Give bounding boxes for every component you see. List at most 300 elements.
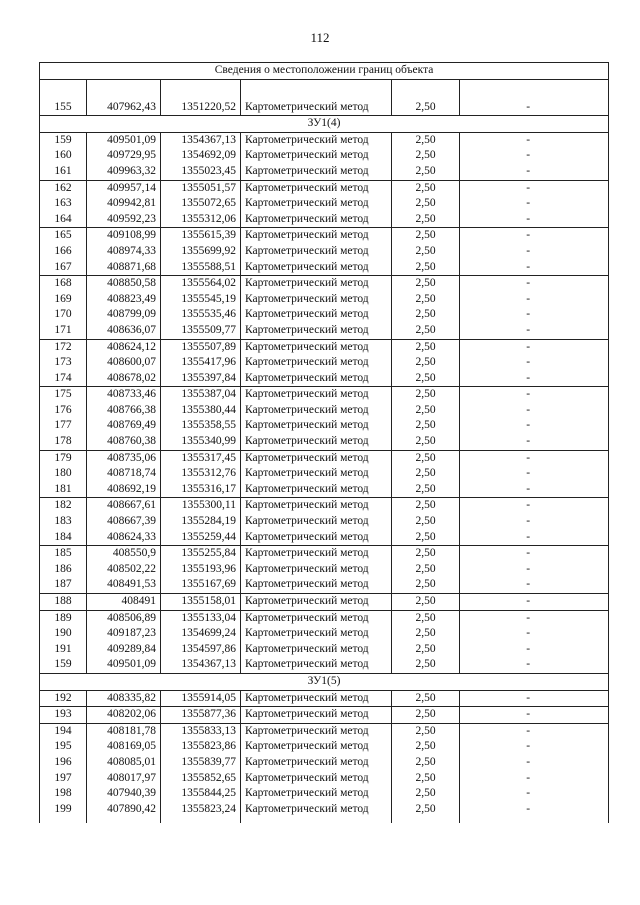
point-number-cell: 196: [40, 755, 87, 771]
method-cell: Картометрический метод: [241, 482, 392, 498]
table-row: [40, 148, 609, 164]
method-cell: Картометрический метод: [241, 642, 392, 658]
point-number-cell: 185: [40, 546, 87, 562]
point-number-cell: 178: [40, 434, 87, 450]
point-number-cell: 155: [40, 100, 87, 116]
coord-x-cell: 408491: [87, 594, 161, 611]
description-cell: -: [460, 771, 609, 787]
coord-y-cell: 1354699,24: [161, 626, 241, 642]
bottom-spacer-row: [40, 817, 609, 823]
point-number-cell: 172: [40, 339, 87, 355]
coord-x-cell: 409108,99: [87, 228, 161, 244]
method-cell: Картометрический метод: [241, 690, 392, 707]
coord-y-cell: 1355699,92: [161, 244, 241, 260]
coord-y-cell: 1355023,45: [161, 164, 241, 180]
point-number-cell: 167: [40, 260, 87, 276]
precision-cell: 2,50: [392, 339, 460, 355]
method-cell: Картометрический метод: [241, 546, 392, 562]
coord-y-cell: 1355312,06: [161, 212, 241, 228]
method-cell: Картометрический метод: [241, 450, 392, 466]
precision-cell: 2,50: [392, 514, 460, 530]
method-cell: Картометрический метод: [241, 132, 392, 148]
description-cell: -: [460, 244, 609, 260]
coord-y-cell: 1355284,19: [161, 514, 241, 530]
method-cell: Картометрический метод: [241, 292, 392, 308]
coord-x-cell: 408017,97: [87, 771, 161, 787]
precision-cell: 2,50: [392, 690, 460, 707]
description-cell: -: [460, 707, 609, 724]
point-number-cell: 192: [40, 690, 87, 707]
point-number-cell: 198: [40, 786, 87, 802]
precision-cell: 2,50: [392, 739, 460, 755]
point-number-cell: 165: [40, 228, 87, 244]
method-cell: Картометрический метод: [241, 418, 392, 434]
method-cell: Картометрический метод: [241, 196, 392, 212]
method-cell: Картометрический метод: [241, 771, 392, 787]
point-number-cell: 159: [40, 132, 87, 148]
precision-cell: 2,50: [392, 100, 460, 116]
precision-cell: 2,50: [392, 196, 460, 212]
precision-cell: 2,50: [392, 418, 460, 434]
coord-x-cell: 408667,61: [87, 498, 161, 514]
table-row: [40, 339, 609, 355]
table-row: [40, 323, 609, 339]
coord-y-cell: 1355255,84: [161, 546, 241, 562]
method-cell: Картометрический метод: [241, 148, 392, 164]
coord-x-cell: 408766,38: [87, 403, 161, 419]
description-cell: -: [460, 228, 609, 244]
coord-y-cell: 1355312,76: [161, 466, 241, 482]
coord-x-cell: 408871,68: [87, 260, 161, 276]
point-number-cell: 190: [40, 626, 87, 642]
precision-cell: 2,50: [392, 307, 460, 323]
description-cell: -: [460, 626, 609, 642]
coord-x-cell: 408181,78: [87, 723, 161, 739]
table-title: Сведения о местоположении границ объекта: [40, 63, 609, 80]
table-row: [40, 450, 609, 466]
precision-cell: 2,50: [392, 387, 460, 403]
point-number-cell: 189: [40, 610, 87, 626]
coord-y-cell: 1355387,04: [161, 387, 241, 403]
precision-cell: 2,50: [392, 180, 460, 196]
description-cell: -: [460, 755, 609, 771]
coord-x-cell: 409942,81: [87, 196, 161, 212]
table-row: [40, 642, 609, 658]
coord-x-cell: 408550,9: [87, 546, 161, 562]
point-number-cell: 173: [40, 355, 87, 371]
coord-x-cell: 409963,32: [87, 164, 161, 180]
description-cell: -: [460, 132, 609, 148]
coord-x-cell: 408760,38: [87, 434, 161, 450]
table-row: [40, 690, 609, 707]
table-row: [40, 802, 609, 818]
description-cell: -: [460, 148, 609, 164]
table-row: [40, 546, 609, 562]
coord-y-cell: 1355417,96: [161, 355, 241, 371]
point-number-cell: 162: [40, 180, 87, 196]
description-cell: -: [460, 786, 609, 802]
precision-cell: 2,50: [392, 450, 460, 466]
description-cell: -: [460, 260, 609, 276]
coord-y-cell: 1355839,77: [161, 755, 241, 771]
coord-x-cell: 408506,89: [87, 610, 161, 626]
precision-cell: 2,50: [392, 642, 460, 658]
point-number-cell: 187: [40, 577, 87, 593]
coord-y-cell: 1355564,02: [161, 276, 241, 292]
coord-x-cell: 408769,49: [87, 418, 161, 434]
table-row: [40, 228, 609, 244]
table-row: [40, 594, 609, 611]
coord-x-cell: 408202,06: [87, 707, 161, 724]
boundary-coordinates-table: [39, 62, 609, 823]
coord-y-cell: 1355358,55: [161, 418, 241, 434]
method-cell: Картометрический метод: [241, 466, 392, 482]
coord-y-cell: 1355316,17: [161, 482, 241, 498]
method-cell: Картометрический метод: [241, 100, 392, 116]
table-row: [40, 562, 609, 578]
precision-cell: 2,50: [392, 371, 460, 387]
table-row: [40, 723, 609, 739]
coord-x-cell: 408678,02: [87, 371, 161, 387]
method-cell: Картометрический метод: [241, 212, 392, 228]
precision-cell: 2,50: [392, 148, 460, 164]
method-cell: Картометрический метод: [241, 514, 392, 530]
coord-x-cell: 409289,84: [87, 642, 161, 658]
point-number-cell: 166: [40, 244, 87, 260]
point-number-cell: 168: [40, 276, 87, 292]
description-cell: -: [460, 739, 609, 755]
point-number-cell: 183: [40, 514, 87, 530]
description-cell: -: [460, 802, 609, 818]
description-cell: -: [460, 276, 609, 292]
coord-y-cell: 1354597,86: [161, 642, 241, 658]
table-title-row: [40, 63, 609, 80]
description-cell: -: [460, 450, 609, 466]
coord-x-cell: 408624,33: [87, 530, 161, 546]
table-row: [40, 292, 609, 308]
coord-x-cell: 408974,33: [87, 244, 161, 260]
precision-cell: 2,50: [392, 626, 460, 642]
coord-x-cell: 408850,58: [87, 276, 161, 292]
coord-x-cell: 409957,14: [87, 180, 161, 196]
point-number-cell: 179: [40, 450, 87, 466]
table-row: [40, 482, 609, 498]
precision-cell: 2,50: [392, 577, 460, 593]
precision-cell: 2,50: [392, 498, 460, 514]
method-cell: Картометрический метод: [241, 739, 392, 755]
method-cell: Картометрический метод: [241, 707, 392, 724]
table-row: [40, 657, 609, 673]
point-number-cell: 163: [40, 196, 87, 212]
point-number-cell: 177: [40, 418, 87, 434]
coord-y-cell: 1355877,36: [161, 707, 241, 724]
method-cell: Картометрический метод: [241, 180, 392, 196]
point-number-cell: 176: [40, 403, 87, 419]
table-row: [40, 786, 609, 802]
table-row: [40, 355, 609, 371]
table-row: [40, 434, 609, 450]
coord-y-cell: 1355507,89: [161, 339, 241, 355]
table-row: [40, 626, 609, 642]
precision-cell: 2,50: [392, 482, 460, 498]
description-cell: -: [460, 307, 609, 323]
point-number-cell: 199: [40, 802, 87, 818]
coord-x-cell: 408823,49: [87, 292, 161, 308]
coord-y-cell: 1355158,01: [161, 594, 241, 611]
coord-x-cell: 408491,53: [87, 577, 161, 593]
precision-cell: 2,50: [392, 786, 460, 802]
description-cell: -: [460, 562, 609, 578]
precision-cell: 2,50: [392, 164, 460, 180]
method-cell: Картометрический метод: [241, 657, 392, 673]
precision-cell: 2,50: [392, 292, 460, 308]
coord-y-cell: 1355051,57: [161, 180, 241, 196]
method-cell: Картометрический метод: [241, 802, 392, 818]
precision-cell: 2,50: [392, 132, 460, 148]
coord-y-cell: 1355259,44: [161, 530, 241, 546]
table-row: [40, 387, 609, 403]
table-row: [40, 132, 609, 148]
coord-y-cell: 1355535,46: [161, 307, 241, 323]
precision-cell: 2,50: [392, 562, 460, 578]
point-number-cell: 182: [40, 498, 87, 514]
description-cell: -: [460, 514, 609, 530]
table-row: [40, 371, 609, 387]
coord-y-cell: 1355823,24: [161, 802, 241, 818]
method-cell: Картометрический метод: [241, 339, 392, 355]
description-cell: -: [460, 530, 609, 546]
method-cell: Картометрический метод: [241, 610, 392, 626]
coord-y-cell: 1355167,69: [161, 577, 241, 593]
coord-x-cell: 408735,06: [87, 450, 161, 466]
precision-cell: 2,50: [392, 466, 460, 482]
precision-cell: 2,50: [392, 323, 460, 339]
precision-cell: 2,50: [392, 802, 460, 818]
description-cell: -: [460, 546, 609, 562]
description-cell: -: [460, 180, 609, 196]
coord-x-cell: 408667,39: [87, 514, 161, 530]
precision-cell: 2,50: [392, 212, 460, 228]
method-cell: Картометрический метод: [241, 577, 392, 593]
precision-cell: 2,50: [392, 771, 460, 787]
coord-y-cell: 1355509,77: [161, 323, 241, 339]
table-row: [40, 771, 609, 787]
table-row: [40, 707, 609, 724]
method-cell: Картометрический метод: [241, 323, 392, 339]
point-number-cell: 195: [40, 739, 87, 755]
table-row: [40, 530, 609, 546]
coord-y-cell: 1354367,13: [161, 657, 241, 673]
method-cell: Картометрический метод: [241, 498, 392, 514]
method-cell: Картометрический метод: [241, 228, 392, 244]
table-row: [40, 739, 609, 755]
coord-y-cell: 1355397,84: [161, 371, 241, 387]
table-row: [40, 164, 609, 180]
precision-cell: 2,50: [392, 755, 460, 771]
precision-cell: 2,50: [392, 723, 460, 739]
description-cell: -: [460, 323, 609, 339]
point-number-cell: 170: [40, 307, 87, 323]
coord-y-cell: 1355072,65: [161, 196, 241, 212]
table-row: [40, 100, 609, 116]
description-cell: -: [460, 657, 609, 673]
point-number-cell: 188: [40, 594, 87, 611]
method-cell: Картометрический метод: [241, 530, 392, 546]
table-row: [40, 196, 609, 212]
table-row: [40, 466, 609, 482]
table-row: [40, 498, 609, 514]
coord-y-cell: 1355852,65: [161, 771, 241, 787]
description-cell: -: [460, 403, 609, 419]
description-cell: -: [460, 387, 609, 403]
coord-y-cell: 1354692,09: [161, 148, 241, 164]
section-header-row: [40, 673, 609, 690]
precision-cell: 2,50: [392, 355, 460, 371]
section-header-row: [40, 116, 609, 133]
coord-y-cell: 1355914,05: [161, 690, 241, 707]
description-cell: -: [460, 434, 609, 450]
point-number-cell: 160: [40, 148, 87, 164]
method-cell: Картометрический метод: [241, 755, 392, 771]
section-title: ЗУ1(4): [40, 116, 609, 133]
coord-y-cell: 1355380,44: [161, 403, 241, 419]
description-cell: -: [460, 339, 609, 355]
method-cell: Картометрический метод: [241, 562, 392, 578]
description-cell: -: [460, 610, 609, 626]
table-row: [40, 610, 609, 626]
point-number-cell: 164: [40, 212, 87, 228]
table-body: [40, 63, 609, 824]
coord-y-cell: 1351220,52: [161, 100, 241, 116]
description-cell: -: [460, 371, 609, 387]
description-cell: -: [460, 164, 609, 180]
point-number-cell: 169: [40, 292, 87, 308]
method-cell: Картометрический метод: [241, 626, 392, 642]
coord-x-cell: 409501,09: [87, 132, 161, 148]
point-number-cell: 191: [40, 642, 87, 658]
method-cell: Картометрический метод: [241, 786, 392, 802]
description-cell: -: [460, 577, 609, 593]
coord-x-cell: 408600,07: [87, 355, 161, 371]
method-cell: Картометрический метод: [241, 355, 392, 371]
coord-y-cell: 1355317,45: [161, 450, 241, 466]
coord-x-cell: 408718,74: [87, 466, 161, 482]
description-cell: -: [460, 642, 609, 658]
point-number-cell: 174: [40, 371, 87, 387]
description-cell: -: [460, 196, 609, 212]
table-row: [40, 403, 609, 419]
precision-cell: 2,50: [392, 546, 460, 562]
description-cell: -: [460, 355, 609, 371]
table-row: [40, 180, 609, 196]
method-cell: Картометрический метод: [241, 371, 392, 387]
section-title: ЗУ1(5): [40, 673, 609, 690]
table-row: [40, 276, 609, 292]
coord-x-cell: 408733,46: [87, 387, 161, 403]
method-cell: Картометрический метод: [241, 723, 392, 739]
point-number-cell: 159: [40, 657, 87, 673]
precision-cell: 2,50: [392, 657, 460, 673]
coord-y-cell: 1355823,86: [161, 739, 241, 755]
table-row: [40, 418, 609, 434]
coord-x-cell: 408624,12: [87, 339, 161, 355]
precision-cell: 2,50: [392, 276, 460, 292]
coord-x-cell: 407890,42: [87, 802, 161, 818]
description-cell: -: [460, 498, 609, 514]
coord-y-cell: 1355300,11: [161, 498, 241, 514]
coord-y-cell: 1355340,99: [161, 434, 241, 450]
description-cell: -: [460, 482, 609, 498]
point-number-cell: 193: [40, 707, 87, 724]
coord-x-cell: 408502,22: [87, 562, 161, 578]
coord-x-cell: 409501,09: [87, 657, 161, 673]
coord-x-cell: 407940,39: [87, 786, 161, 802]
point-number-cell: 181: [40, 482, 87, 498]
coord-x-cell: 408169,05: [87, 739, 161, 755]
method-cell: Картометрический метод: [241, 164, 392, 180]
method-cell: Картометрический метод: [241, 387, 392, 403]
table-row: [40, 755, 609, 771]
coord-x-cell: 408636,07: [87, 323, 161, 339]
coord-x-cell: 408085,01: [87, 755, 161, 771]
point-number-cell: 171: [40, 323, 87, 339]
point-number-cell: 175: [40, 387, 87, 403]
table-row: [40, 260, 609, 276]
description-cell: -: [460, 100, 609, 116]
precision-cell: 2,50: [392, 228, 460, 244]
precision-cell: 2,50: [392, 260, 460, 276]
method-cell: Картометрический метод: [241, 244, 392, 260]
precision-cell: 2,50: [392, 610, 460, 626]
description-cell: -: [460, 723, 609, 739]
point-number-cell: 161: [40, 164, 87, 180]
precision-cell: 2,50: [392, 707, 460, 724]
description-cell: -: [460, 690, 609, 707]
table-row: [40, 244, 609, 260]
precision-cell: 2,50: [392, 594, 460, 611]
coord-x-cell: 409729,95: [87, 148, 161, 164]
coord-y-cell: 1355615,39: [161, 228, 241, 244]
page-number: 112: [310, 30, 330, 45]
point-number-cell: 194: [40, 723, 87, 739]
description-cell: -: [460, 418, 609, 434]
coord-x-cell: 408335,82: [87, 690, 161, 707]
description-cell: -: [460, 594, 609, 611]
coord-y-cell: 1355545,19: [161, 292, 241, 308]
coord-x-cell: 408799,09: [87, 307, 161, 323]
precision-cell: 2,50: [392, 403, 460, 419]
method-cell: Картометрический метод: [241, 307, 392, 323]
precision-cell: 2,50: [392, 434, 460, 450]
coord-y-cell: 1355133,04: [161, 610, 241, 626]
precision-cell: 2,50: [392, 244, 460, 260]
coord-y-cell: 1355844,25: [161, 786, 241, 802]
precision-cell: 2,50: [392, 530, 460, 546]
table-row: [40, 577, 609, 593]
method-cell: Картометрический метод: [241, 403, 392, 419]
table-row: [40, 307, 609, 323]
method-cell: Картометрический метод: [241, 276, 392, 292]
coord-y-cell: 1354367,13: [161, 132, 241, 148]
method-cell: Картометрический метод: [241, 594, 392, 611]
method-cell: Картометрический метод: [241, 434, 392, 450]
point-number-cell: 180: [40, 466, 87, 482]
spacer-row: [40, 79, 609, 100]
description-cell: -: [460, 466, 609, 482]
table-row: [40, 514, 609, 530]
point-number-cell: 197: [40, 771, 87, 787]
coord-x-cell: 408692,19: [87, 482, 161, 498]
